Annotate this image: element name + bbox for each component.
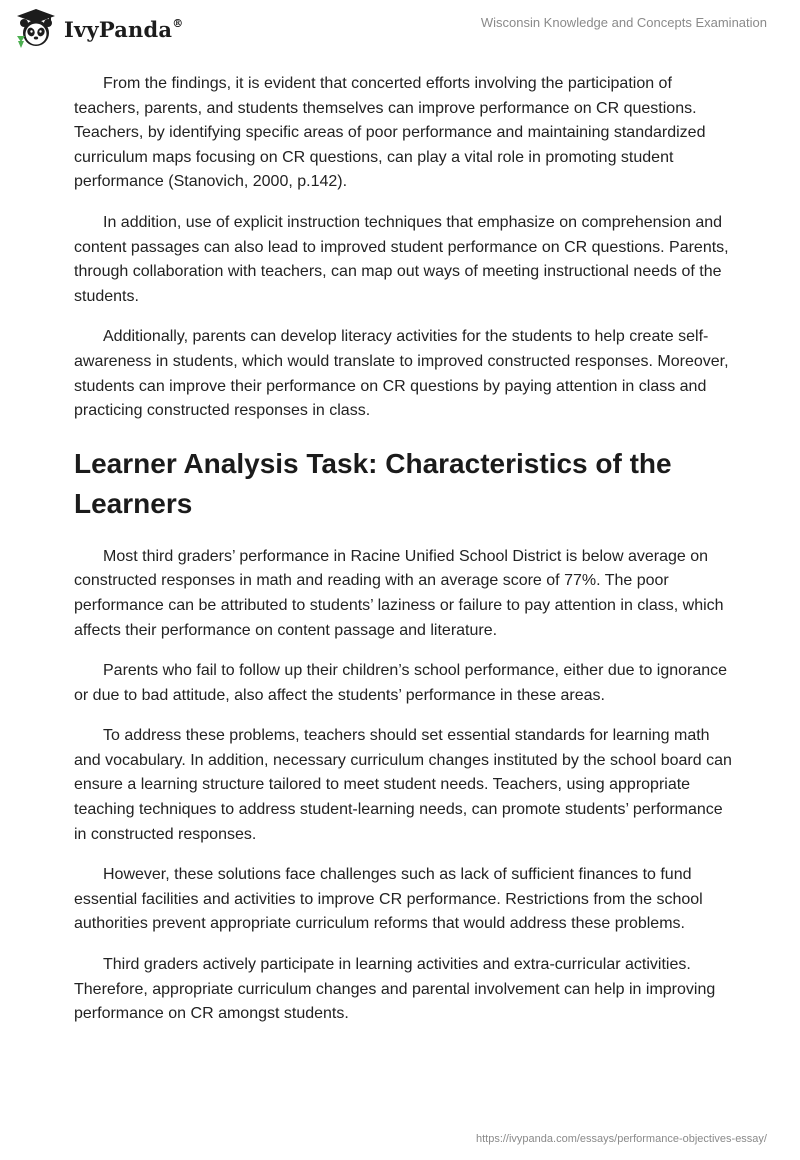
- ivypanda-logo[interactable]: [14, 8, 183, 48]
- paragraph: Parents who fail to follow up their children’s school performance, either due to ignorance or due to bad attitude, also affect the students’ performance in these areas.: [74, 662, 728, 704]
- source-url[interactable]: https://ivypanda.com/essays/performance-objectives-essay/: [475, 1133, 767, 1145]
- paragraph: To address these problems, teachers should set essential standards for learning math and vocabulary. In addition, necessary curriculum changes instituted by the school board can ensure a learning structure tailored to meet student needs. Teachers, using appropriate teaching techniques to address student-learning needs, can promote students’ performance in constructed responses.: [74, 727, 732, 843]
- page-header: [0, 0, 800, 60]
- registered-mark: ®: [172, 16, 184, 30]
- paragraph: From the findings, it is evident that concerted efforts involving the participation of teachers, parents, and students themselves can improve performance on CR questions. Teachers, by identifying specific areas of poor performance and maintaining standardized curriculum maps focusing on CR questions, can play a vital role in promoting student performance (Stanovich, 2000, p.142).: [74, 75, 706, 191]
- paragraph: Most third graders’ performance in Racine Unified School District is below average on constructed responses in math and reading with an average score of 77%. The poor performance can be attributed to students’ laziness or failure to pay attention in class, which affects their performance on content passage and literature.: [74, 547, 724, 639]
- paragraph: Third graders actively participate in learning activities and extra-curricular activities. Therefore, appropriate curriculum changes and parental involvement can help in improving performance on CR amongst students.: [74, 956, 716, 1023]
- paragraph: Additionally, parents can develop literacy activities for the students to help create self-awareness in students, which would translate to improved constructed responses. Moreover, students can improve their performance on CR questions by paying attention in class and practicing constructed responses in class.: [74, 328, 729, 420]
- paragraph: In addition, use of explicit instruction techniques that emphasize on comprehension and content passages can also lead to improved student performance on CR questions. Parents, through collaboration with teachers, can map out ways of meeting instructional needs of the students.: [74, 213, 729, 305]
- document-title: Wisconsin Knowledge and Concepts Examination: [480, 15, 767, 30]
- logo-wordmark: [64, 17, 183, 42]
- logo-name: IvyPanda: [64, 16, 173, 42]
- essay-content: [74, 72, 734, 1043]
- section-heading: Learner Analysis Task: Characteristics of the Learners: [74, 447, 672, 519]
- paragraph: However, these solutions face challenges such as lack of sufficient finances to fund essential facilities and activities to improve CR performance. Restrictions from the school authorities prevent appropriate curriculum reforms that would address these problems.: [74, 866, 703, 933]
- panda-logo-icon: [14, 8, 58, 48]
